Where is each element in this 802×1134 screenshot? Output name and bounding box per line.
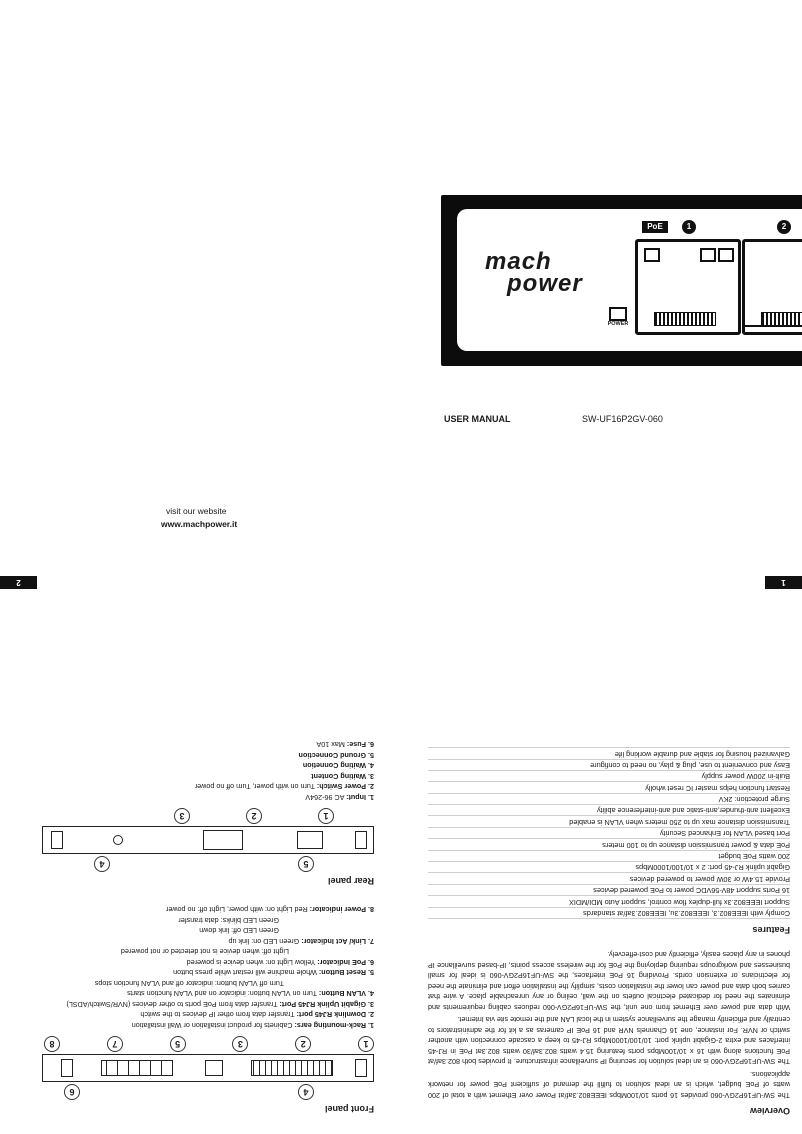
callout-8: 8	[44, 1036, 60, 1052]
rear-panel-diagram	[34, 810, 374, 872]
callout-5: 5	[298, 856, 314, 872]
list-item	[34, 771, 374, 782]
item-text: Turn off VLAN button: indicator off and VLAN function stops	[94, 979, 284, 988]
item-text: Yellow Light on: when device is powered	[186, 958, 316, 967]
list-item	[34, 957, 374, 968]
port-number-2: 2	[777, 220, 791, 234]
front-panel-list	[34, 904, 374, 1030]
list-item: Galvanized housing for stable and durable working life	[428, 747, 790, 758]
list-item	[34, 1009, 374, 1020]
features-heading: Features	[752, 925, 790, 935]
item-text: Green LED off: link down	[199, 926, 279, 936]
doc-title: USER MANUAL	[444, 414, 511, 424]
overview-paragraph-2: The SW-UF16P2GV-060 is an ideal solution for securing IP surveillance infrastructure. It provides both 802.3af/at PoE functions along with 16 x 10/100Mbps ports featuring 15.4 watts 802.3af/30 watts 802.3at PoE in RJ-45 interfaces and extra 2-Gigabit uplink port: 10/100/1000Mbps RJ-45 to keep a cascade connection with another switch or NVR. For instance, one 16 Channels NVR and 16 PoE IP cameras as a kit for the administrators to centrally and efficiently manage the surveillance system in the local LAN and the remote site via Internet.	[428, 1015, 790, 1067]
item-text: Green LED on: link up	[228, 937, 300, 946]
list-item: 16 Ports support 48V-56VDC power to PoE powered devices	[428, 884, 790, 895]
list-item	[34, 936, 374, 947]
left-column	[34, 620, 374, 1114]
item-title: 4. Waiting Connetion	[302, 761, 374, 771]
front-panel-diagram	[34, 1036, 374, 1100]
port-number-1: 1	[682, 220, 696, 234]
list-item: Port based VLAN for Enhanced Security	[428, 827, 790, 838]
callout-6: 6	[64, 1084, 80, 1100]
website-url: www.machpower.it	[161, 519, 238, 529]
list-item	[34, 750, 374, 761]
rj45-port-block-2	[742, 239, 802, 335]
callout-7: 7	[107, 1036, 123, 1052]
item-text: Turn on VLAN button: indicator on and VLAN function starts	[127, 989, 318, 999]
callout-2: 2	[295, 1036, 311, 1052]
item-title: 2. Downlink RJ45 port:	[296, 1010, 374, 1020]
poe-label: PoE	[642, 221, 668, 233]
overview-heading: Overview	[749, 1106, 790, 1116]
list-item: 200 watts PoE budget	[428, 850, 790, 861]
device-illustration	[441, 195, 802, 366]
page-number-right-text: 1	[781, 578, 786, 587]
item-text: Green LED blinks: data transfer	[178, 916, 279, 925]
power-led	[609, 307, 627, 321]
list-item	[34, 792, 374, 803]
list-item: Provide 15.4W or 30W power to powered devices	[428, 872, 790, 883]
rear-panel-heading: Rear panel	[327, 876, 374, 886]
callout-4: 4	[94, 856, 110, 872]
face-underline	[745, 325, 802, 327]
item-title: 6. PoE Indicator:	[317, 958, 374, 967]
item-title: 5. Ground Connection	[298, 751, 374, 760]
rj45-port-block-1	[635, 239, 741, 335]
website-label: visit our website	[166, 506, 227, 516]
page-number-left	[0, 576, 37, 589]
callout-2: 2	[246, 808, 262, 824]
list-item	[34, 1020, 374, 1031]
overview-paragraph-3: With data and power over Ethernet from one unit, the SW-UF16P2GV-060 reduces cabling requirements and eliminates the need for dedicated electrical outlets on the wall, ceiling or any unreachable place. A wire that carries both data and power can lower the installation costs, simplify the installation effort and eliminate the need for electricians or extension cords. Providing 16 PoE interfaces, the SW-UF16P2GV-060 is ideal for small businesses and workgroups requiring deploying the PoE for the wireless access points, IP-based surveillance IP phones in any places easily, efficiently and cost-effecvely.	[428, 950, 790, 1012]
rear-panel-list	[34, 739, 374, 802]
item-title: 3. Gigabit Uplink RJ45 Port:	[279, 1000, 374, 1009]
list-item	[34, 904, 374, 915]
list-item	[34, 925, 374, 936]
list-item: Easy and convenient to use, plug & play, no need to configure	[428, 759, 790, 770]
item-title: 5. Reset Button:	[318, 968, 374, 978]
rear-panel-callouts-bottom	[174, 808, 334, 824]
features-list	[428, 747, 790, 919]
item-text: Turn on with power, Turn off no power	[194, 782, 315, 792]
rear-panel-chassis	[42, 826, 374, 854]
front-panel-heading: Front panel	[325, 1104, 374, 1114]
item-title: 8. Power indicator:	[309, 905, 374, 915]
list-item	[34, 988, 374, 999]
callout-4: 4	[298, 1084, 314, 1100]
item-title: 3. Waiting Content	[311, 772, 374, 781]
list-item: Excellent anti-thunder,anti-static and anti-interference ability	[428, 804, 790, 815]
item-text: Transfer data from PoE ports to other devices (NVR/Switch/ADSL)	[66, 1000, 278, 1009]
item-text: Max 10A	[316, 740, 345, 750]
callout-5: 5	[170, 1036, 186, 1052]
list-item: Gigabit uplink RJ-45 port: 2 x 10/100/1000Mbps	[428, 861, 790, 872]
item-text: Red Light on: with power, Light off: no power	[165, 905, 308, 915]
list-item	[34, 967, 374, 978]
page-number-right	[765, 576, 802, 589]
list-item	[34, 915, 374, 926]
list-item	[34, 999, 374, 1010]
item-title: 4. VLAN Button:	[318, 989, 374, 999]
front-panel-callouts-top	[64, 1084, 314, 1100]
device-face	[457, 209, 802, 351]
callout-3: 3	[174, 808, 190, 824]
callout-3: 3	[232, 1036, 248, 1052]
right-column	[428, 598, 790, 1116]
page-number-left-text: 2	[16, 578, 21, 587]
item-text: Transfer data from other IP devices to the switch	[140, 1010, 295, 1020]
callout-1: 1	[358, 1036, 374, 1052]
list-item: Restart function helps master IC reset wholly	[428, 781, 790, 792]
list-item: Transmission distance max up to 250 meters when VLAN is enabled	[428, 815, 790, 826]
item-title: 1. Input:	[346, 793, 374, 802]
list-item: Support IEEE802.3x full-duplex flow control, support Auto MDI/MDIX	[428, 895, 790, 906]
brand-logo-line2: power	[507, 270, 583, 297]
front-panel-callouts-bottom	[44, 1036, 374, 1052]
callout-1: 1	[318, 808, 334, 824]
list-item	[34, 946, 374, 957]
overview-paragraph-1: The SW-UF16P2GV-060 provides 16 ports 10/100Mbps IEEE802.3af/at Power over Ethernet with a total of 200 watts of PoE budget, which is an ideal solution to fulfill the demand of sufficient PoE power for network applications.	[428, 1070, 790, 1100]
brand-logo	[485, 248, 605, 301]
brand-logo-line1: mach	[485, 248, 552, 275]
list-item: PoE data & power transmission distance up to 100 meters	[428, 838, 790, 849]
list-item	[34, 760, 374, 771]
item-text: Light off: when device is not detected or not powered	[120, 947, 289, 957]
item-title: 7. Link/ Act Indicator:	[301, 937, 374, 946]
rear-panel-callouts-top	[94, 856, 314, 872]
front-panel-chassis	[42, 1054, 374, 1082]
model-number: SW-UF16P2GV-060	[582, 414, 663, 424]
list-item	[34, 739, 374, 750]
list-item	[34, 978, 374, 989]
item-title: 2. Power Switch:	[316, 782, 374, 792]
list-item: Built-in 200W power supply	[428, 770, 790, 781]
item-text: Cabinets for product installation or Wall installation	[131, 1021, 293, 1030]
list-item: Comply with IEEE802.3, IEEE802.3u, IEEE802.3af/at standards	[428, 907, 790, 918]
item-title: 1. Rack-mounting ears:	[294, 1021, 374, 1030]
item-text: AC 96-264V	[305, 793, 345, 802]
item-text: Whole machine will restart while press button	[173, 968, 317, 978]
list-item: Surge protection: 2KV	[428, 793, 790, 804]
power-label: POWER	[607, 321, 629, 327]
list-item	[34, 781, 374, 792]
item-title: 6. Fuse:	[346, 740, 374, 750]
